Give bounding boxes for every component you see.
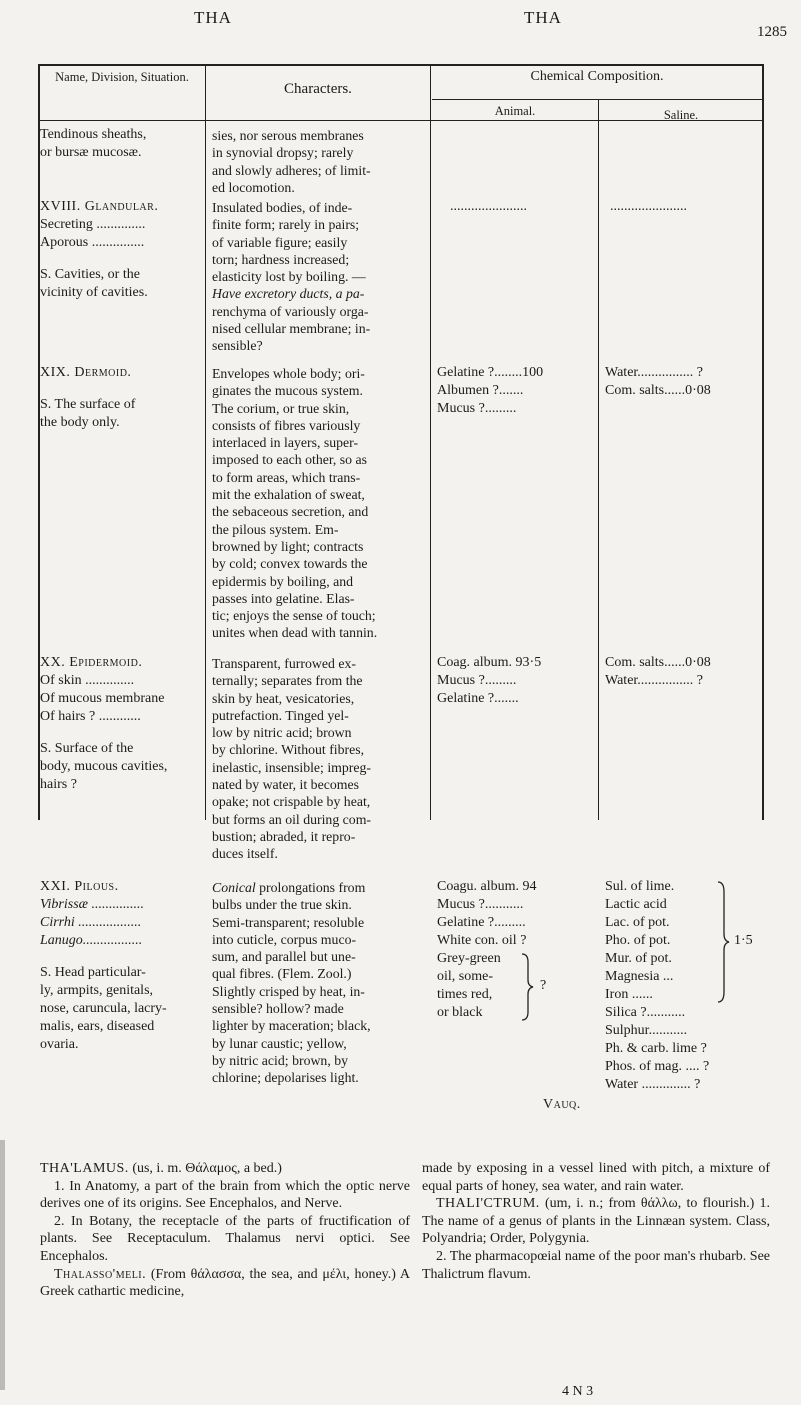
row-dermoid-characters: Envelopes whole body; ori- ginates the mucous system. The corium, or true skin, consists of fibres variously interlaced in layers, super- imposed to each other, so as to form areas, which trans- mit the exhalation of sweat, the sebaceous secretion, and the pilous system. Em- browned by light; contracts by cold; convex towards the epidermis by boiling, and passes into gelatine. Elas- tic; enjoys the sense of touch; unites when dead with tannin. <box>212 366 378 641</box>
row-dermoid-saline: Water................ ? Com. salts......0·08 <box>605 365 711 398</box>
signature-mark: 4 N 3 <box>562 1384 594 1399</box>
row-pilous-animal-brace-group: Grey-green oil, some- times red, or black <box>437 951 501 1020</box>
dictionary-right-column <box>422 1160 770 1283</box>
row-epidermoid-animal: Coag. album. 93·5 Mucus ?......... Gelatine ?....... <box>437 655 542 706</box>
col-header-animal: Animal. <box>494 104 536 118</box>
row-glandular-characters: Insulated bodies, of inde- finite form; rarely in pairs; of variable figure; easily torn; hardness increased; elasticity lost by boiling. — Have excretory ducts, a pa- renchyma of variously orga- nised cellular membrane; in- sensible? <box>212 200 371 354</box>
running-head-left: THA <box>194 8 232 27</box>
curly-brace-icon <box>520 952 534 1022</box>
row-tendinous-characters: sies, nor serous membranes in synovial dropsy; rarely and slowly adheres; of limit- ed locomotion. <box>212 128 371 195</box>
entry-thalassomeli-cont: made by exposing in a vessel lined with pitch, a mixture of equal parts of honey, sea water, and rain water. <box>422 1161 770 1194</box>
row-pilous-saline: Silica ?........... Sulphur........... Ph. & carb. lime ? Phos. of mag. .... ? Water .............. ? <box>605 1005 710 1092</box>
entry-thalamus-sense-2: 2. In Botany, the receptacle of the parts of fructification of plants. See Receptaculum. Thalamus nervi optici. See Encephalos. <box>40 1213 410 1264</box>
row-pilous-saline-brace-value: 1·5 <box>734 933 753 948</box>
row-glandular-name: XVIII. Glandular. Secreting .............. Aporous ............... S. Cavities, or the vicinity of cavities. <box>40 199 159 300</box>
curly-brace-icon <box>716 880 730 1004</box>
page-number: 1285 <box>757 24 787 40</box>
row-dermoid-name: XIX. Dermoid. S. The surface of the body only. <box>40 365 136 430</box>
row-tendinous-name: Tendinous sheaths, or bursæ mucosæ. <box>40 127 147 160</box>
row-pilous-name: XXI. Pilous. Vibrissæ ............... Cirrhi .................. Lanugo................. S. Head particular- ly, armpits, genitals, nose, caruncula, lacry- malis, ears, diseased ovaria. <box>40 879 167 1052</box>
entry-thalassomeli: Thalasso'meli. (From θάλασσα, the sea, and μέλι, honey.) A Greek cathartic medicine, <box>40 1266 410 1300</box>
running-head-right: THA <box>524 8 562 27</box>
col-header-characters: Characters. <box>284 81 352 97</box>
binding-edge <box>0 1140 5 1390</box>
row-pilous-author: Vauq. <box>543 1097 581 1112</box>
row-pilous-animal: Coagu. album. 94 Mucus ?........... Gelatine ?......... White con. oil ? <box>437 879 537 948</box>
row-glandular-saline-dots: ...................... <box>610 199 687 214</box>
row-glandular-animal-dots: ...................... <box>450 199 527 214</box>
row-epidermoid-name: XX. Epidermoid. Of skin .............. Of mucous membrane Of hairs ? ............ S. Surface of the body, mucous cavities, hairs ? <box>40 655 168 792</box>
col-header-chemical: Chemical Composition. <box>530 69 664 84</box>
row-epidermoid-saline: Com. salts......0·08 Water................ ? <box>605 655 711 688</box>
row-pilous-animal-brace-value: ? <box>540 978 547 993</box>
col-header-saline: Saline. <box>663 108 699 122</box>
row-dermoid-animal: Gelatine ?........100 Albumen ?....... Mucus ?......... <box>437 365 544 416</box>
row-pilous-characters: Conical prolongations from bulbs under the true skin. Semi-transparent; resoluble into cuticle, corpus muco- sum, and parallel but une- qual fibres. (Flem. Zool.) Slightly crisped by heat, in- sensible? hollow? made lighter by maceration; black, by lunar caustic; yellow, by nitric acid; brown, by chlorine; depolarises light. <box>212 880 371 1086</box>
entry-thalamus-sense-1: 1. In Anatomy, a part of the brain from which the optic nerve derives one of its origins. See Encephalos, and Nerve. <box>40 1178 410 1212</box>
dictionary-left-column <box>40 1160 410 1301</box>
row-epidermoid-characters: Transparent, furrowed ex- ternally; separates from the skin by heat, vesicatories, putrefaction. Tinged yel- low by nitric acid; brown by chlorine. Without fibres, inelastic, insensible; impreg- nated by water, it becomes opake; not crispable by heat, but forms an oil during com- bustion; abraded, it repro- duces itself. <box>212 656 372 862</box>
col-header-name: Name, Division, Situation. <box>55 70 189 84</box>
entry-thalictrum-sense-2: 2. The pharmacopœial name of the poor man's rhubarb. See Thalictrum flavum. <box>422 1248 770 1282</box>
row-pilous-saline-brace-group: Sul. of lime. Lactic acid Lac. of pot. Pho. of pot. Mur. of pot. Magnesia ... Iron ...... <box>605 879 675 1002</box>
entry-thalictrum: THALI'CTRUM. (um, i. n.; from θάλλω, to flourish.) 1. The name of a genus of plants in the Linnæan system. Class, Polyandria; Order, Polygynia. <box>422 1196 770 1247</box>
entry-thalamus-head: THA'LAMUS. (us, i. m. Θάλαμος, a bed.) <box>40 1161 282 1176</box>
